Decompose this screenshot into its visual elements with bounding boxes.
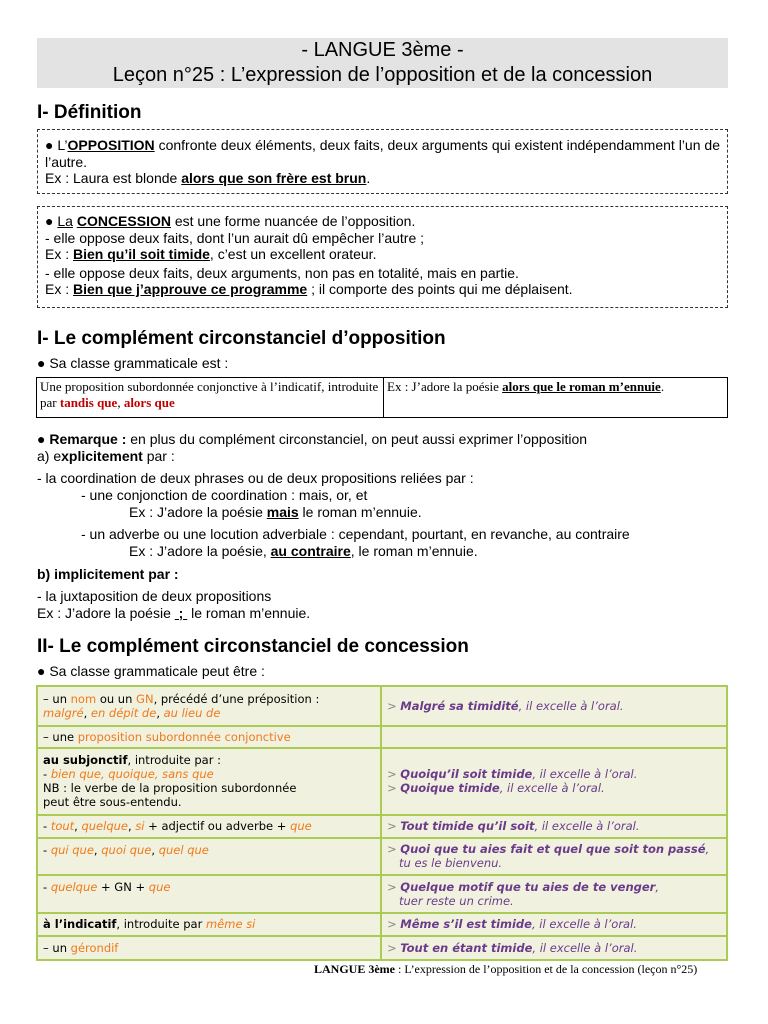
table-row — [37, 913, 727, 936]
coordination-line: - la coordination de deux phrases ou de deux propositions reliées par : — [37, 470, 474, 486]
concession-line-4: - elle oppose deux faits, deux arguments, non pas en totalité, mais en partie. — [45, 264, 519, 281]
row-quelque-gn-right: > Quelque motif que tu aies de te venger, tuer reste un crime. — [381, 875, 727, 913]
concession-definition-box — [37, 206, 728, 308]
concession-intro: ● La CONCESSION est une forme nuancée de l’opposition. — [45, 213, 416, 229]
row-subordinate-left: – une proposition subordonnée conjonctive — [37, 726, 381, 748]
juxtaposition-line: - la juxtaposition de deux propositions — [37, 588, 272, 604]
example-au-contraire: Ex : J’adore la poésie, au contraire, le roman m’ennuie. — [129, 543, 478, 559]
opposition-definition-box — [37, 129, 728, 194]
term-concession: CONCESSION — [76, 213, 171, 229]
row-nom-gn-right: > Malgré sa timidité, il excelle à l’oral. — [381, 686, 727, 726]
row-quelque-gn-left: - quelque + GN + que — [37, 875, 381, 913]
table-row — [37, 936, 727, 960]
example-mais: Ex : J’adore la poésie mais le roman m’ennuie. — [129, 504, 422, 520]
page-footer: LANGUE 3ème : L’expression de l’opposition et de la concession (leçon n°25) — [314, 962, 698, 976]
section-title-concession: II- Le complément circonstanciel de concession — [37, 636, 469, 657]
conjunction-line: - une conjonction de coordination : mais, or, et — [81, 487, 368, 503]
row-subjunctive-right: > Quoiqu’il soit timide, il excelle à l’oral. > Quoique timide, il excelle à l’oral. — [381, 748, 727, 815]
opposition-class-table — [36, 377, 728, 418]
row-tout-quelque-si-right: > Tout timide qu’il soit, il excelle à l’oral. — [381, 815, 727, 838]
header-subject: - LANGUE 3ème - — [301, 39, 464, 61]
example-juxtaposition: Ex : J’adore la poésie ; le roman m’ennuie. — [37, 605, 311, 621]
term-opposition: OPPOSITION — [67, 137, 155, 153]
header-lesson-title: Leçon n°25 : L’expression de l’opposition et de la concession — [112, 64, 653, 86]
explicit-heading: a) explicitement par : — [37, 448, 175, 464]
opposition-example-cell: Ex : J’adore la poésie alors que le roman m’ennuie. — [384, 378, 728, 418]
row-gerondif-left: – un gérondif — [37, 936, 381, 960]
opposition-class-label: ● Sa classe grammaticale est : — [37, 355, 229, 371]
remark-line: ● Remarque : en plus du complément circonstanciel, on peut aussi exprimer l’opposition — [37, 431, 588, 447]
opposition-text: confronte deux éléments, deux faits, deux arguments qui existent indépendamment l’un de l’autre. — [45, 137, 720, 170]
row-tout-quelque-si-left: - tout, quelque, si + adjectif ou adverbe + que — [37, 815, 381, 838]
implicit-heading: b) implicitement par : — [37, 566, 179, 582]
row-subordinate-right — [381, 726, 727, 748]
section-title-definition: I- Définition — [37, 102, 142, 123]
row-qui-que-right: > Quoi que tu aies fait et quel que soit ton passé, tu es le bienvenu. — [381, 838, 727, 876]
adverb-line: - un adverbe ou une locution adverbiale : cependant, pourtant, en revanche, au contraire — [81, 526, 630, 542]
row-qui-que-left: - qui que, quoi que, quel que — [37, 838, 381, 876]
row-indicatif-left: à l’indicatif, introduite par même si — [37, 913, 381, 936]
opposition-example: Ex : Laura est blonde alors que son frère est brun. — [45, 170, 371, 186]
concession-example-1: Ex : Bien qu’il soit timide, c’est un excellent orateur. — [45, 246, 377, 262]
bullet: ● L’ — [45, 137, 68, 153]
table-row — [37, 726, 727, 748]
concession-class-label: ● Sa classe grammaticale peut être : — [37, 663, 265, 679]
row-nom-gn-left: – un nom ou un GN, précédé d’une préposition : malgré, en dépit de, au lieu de — [37, 686, 381, 726]
table-row — [37, 875, 727, 913]
opposition-class-cell: Une proposition subordonnée conjonctive à l’indicatif, introduite par tandis que, alors que — [37, 378, 384, 418]
row-indicatif-right: > Même s’il est timide, il excelle à l’oral. — [381, 913, 727, 936]
table-row — [37, 686, 727, 726]
table-row — [37, 748, 727, 815]
concession-example-2: Ex : Bien que j’approuve ce programme ; il comporte des points qui me déplaisent. — [45, 281, 573, 297]
concession-line-2: - elle oppose deux faits, dont l’un aurait dû empêcher l’autre ; — [45, 229, 425, 246]
page-header — [37, 38, 728, 88]
section-title-opposition: I- Le complément circonstanciel d’opposition — [37, 328, 446, 349]
table-row — [37, 838, 727, 876]
concession-class-table — [36, 685, 728, 961]
table-row — [37, 815, 727, 838]
row-gerondif-right: > Tout en étant timide, il excelle à l’oral. — [381, 936, 727, 960]
row-subjunctive-left: au subjonctif, introduite par : - bien que, quoique, sans que NB : le verbe de la proposition subordonnée peut être sous-entendu. — [37, 748, 381, 815]
